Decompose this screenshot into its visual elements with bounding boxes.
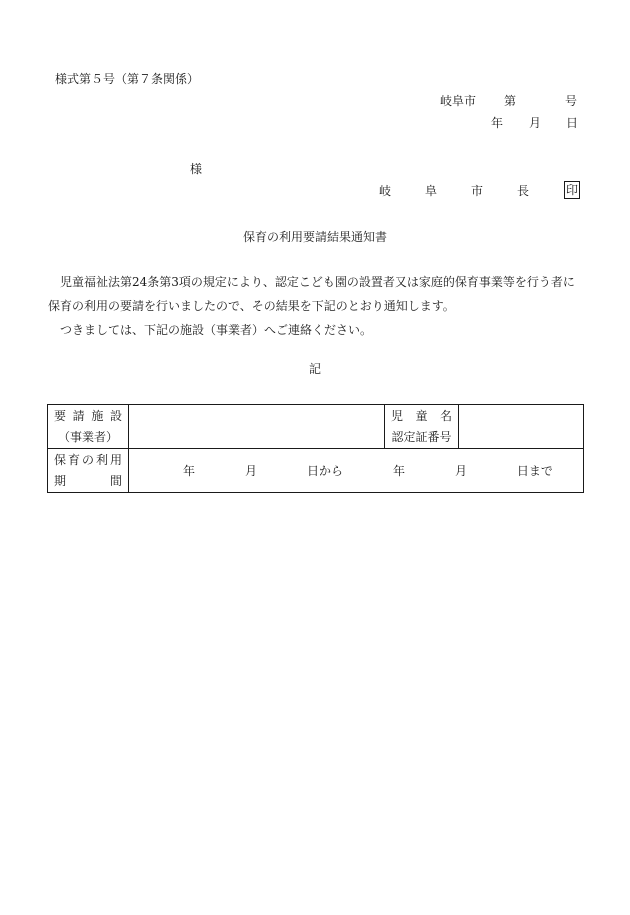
table-row xyxy=(48,405,584,449)
document-title: 保育の利用要請結果通知書 xyxy=(242,230,387,244)
period-start-month: 月 xyxy=(244,463,257,478)
issuer-name: 岐 阜 市 長 xyxy=(379,184,541,198)
facility-value-cell[interactable] xyxy=(129,405,385,449)
body-paragraph: 児童福祉法第24条第3項の規定により、認定こども園の設置者又は家庭的保育事業等を行う者に保育の利用の要請を行いましたので、その結果を下記のとおり通知します。 xyxy=(48,275,575,313)
document-number-suffix: 号 xyxy=(565,94,578,108)
period-label-sub: 期 間 xyxy=(54,473,122,488)
period-end-month: 月 xyxy=(454,463,467,478)
facility-label: 要請施設 xyxy=(54,408,122,423)
certificate-number-label: 認定証番号 xyxy=(391,429,452,444)
form-number: 様式第５号（第７条関係） xyxy=(55,72,200,86)
period-value-cell[interactable] xyxy=(129,449,584,493)
facility-label-sub: （事業者） xyxy=(57,429,118,444)
addressee-honorific: 様 xyxy=(190,162,203,176)
body-text xyxy=(48,270,584,342)
document-number-city: 岐阜市 xyxy=(440,94,477,108)
date-day: 日 xyxy=(566,116,579,130)
date-year: 年 xyxy=(491,116,504,130)
child-name-label: 児 童 名 xyxy=(391,408,452,423)
facility-label-cell xyxy=(48,405,129,449)
period-label-cell xyxy=(48,449,129,493)
period-end-day: 日まで xyxy=(516,463,553,478)
document-number-prefix: 第 xyxy=(504,94,517,108)
child-value-cell[interactable] xyxy=(459,405,584,449)
ki-heading: 記 xyxy=(308,362,321,376)
period-fields xyxy=(129,463,583,479)
seal-mark: 印 xyxy=(565,183,578,197)
child-label-cell xyxy=(385,405,459,449)
period-start-day: 日から xyxy=(306,463,343,478)
table-row xyxy=(48,449,584,493)
period-label: 保育の利用 xyxy=(54,452,122,467)
body-paragraph: つきましては、下記の施設（事業者）へご連絡ください。 xyxy=(60,323,373,337)
period-start-year: 年 xyxy=(183,463,196,478)
period-end-year: 年 xyxy=(392,463,405,478)
notification-table xyxy=(47,404,584,493)
date-month: 月 xyxy=(529,116,542,130)
